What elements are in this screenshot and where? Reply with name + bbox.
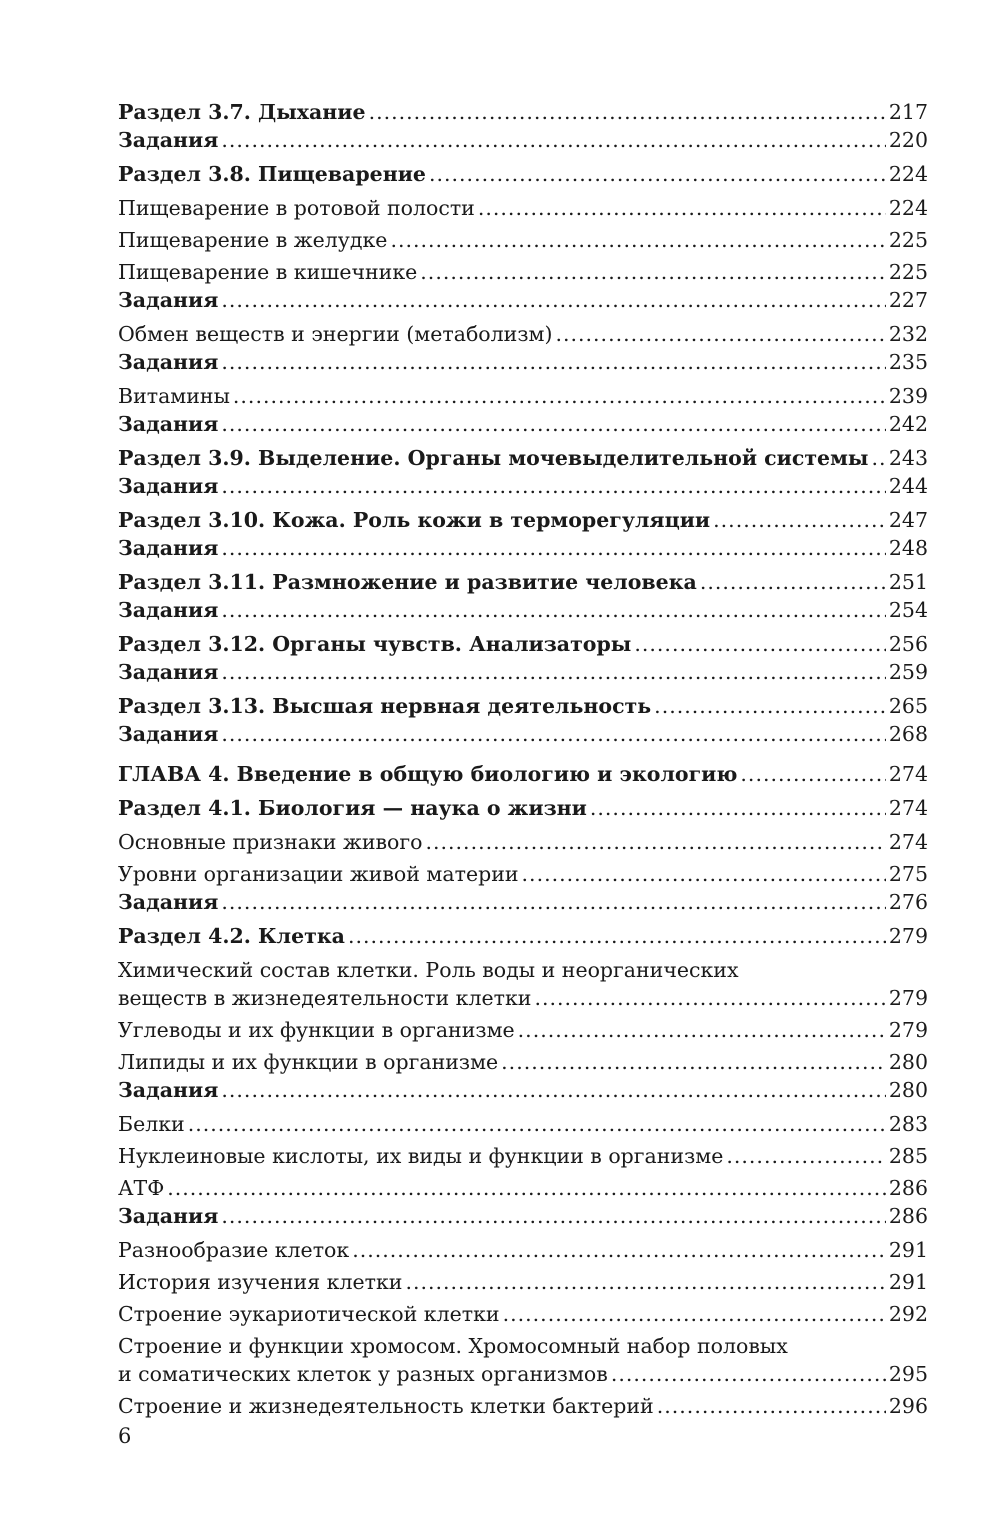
- toc-entry-page: 296: [888, 1394, 928, 1418]
- toc-entry-page: 275: [888, 862, 928, 886]
- toc-leader-dots: [429, 160, 886, 188]
- page-number: 6: [118, 1424, 132, 1448]
- toc-entry-title: ГЛАВА 4. Введение в общую биологию и экологию: [118, 762, 738, 786]
- toc-entry-title: Пищеварение в ротовой полости: [118, 196, 475, 220]
- toc-entry-page: 254: [888, 598, 928, 622]
- toc-entry-page: 295: [888, 1362, 928, 1386]
- toc-entry-page: 227: [888, 288, 928, 312]
- toc-entry-title: Строение эукариотической клетки: [118, 1302, 500, 1326]
- toc-entry-page: 283: [888, 1112, 928, 1136]
- toc-entry-title: Задания: [118, 1204, 219, 1228]
- toc-entry-title: Задания: [118, 412, 219, 436]
- toc-entry-title: Раздел 3.10. Кожа. Роль кожи в терморегуляции: [118, 508, 711, 532]
- toc-entry: [118, 534, 928, 562]
- toc-entry-page: 242: [888, 412, 928, 436]
- toc-leader-dots: [221, 472, 885, 500]
- toc-leader-dots: [221, 1202, 885, 1230]
- toc-leader-dots: [522, 860, 886, 888]
- toc-entry: [118, 1392, 928, 1420]
- toc-entry: [118, 444, 928, 472]
- toc-entry: [118, 1110, 928, 1138]
- toc-entry-title: Раздел 3.7. Дыхание: [118, 100, 366, 124]
- toc-entry-title: Уровни организации живой материи: [118, 862, 519, 886]
- toc-leader-dots: [420, 258, 886, 286]
- toc-leader-dots: [478, 194, 886, 222]
- toc-entry: [118, 1202, 928, 1230]
- toc-entry-page: 279: [888, 1018, 928, 1042]
- toc-entry-page: 274: [888, 796, 928, 820]
- toc-entry: [118, 1174, 928, 1202]
- toc-entry: [118, 506, 928, 534]
- toc-entry-page: 274: [888, 830, 928, 854]
- toc-entry-title: Раздел 4.1. Биология — наука о жизни: [118, 796, 587, 820]
- toc-entry-page: 224: [888, 196, 928, 220]
- toc-leader-dots: [726, 1142, 886, 1170]
- toc-entry-title: Задания: [118, 128, 219, 152]
- toc-entry-page: 265: [888, 694, 928, 718]
- toc-leader-dots: [233, 382, 886, 410]
- toc-entry-page: 224: [888, 162, 928, 186]
- toc-leader-dots: [348, 922, 886, 950]
- toc-entry-page: 279: [888, 986, 928, 1010]
- toc-entry: [118, 1142, 928, 1170]
- toc-entry-page: 239: [888, 384, 928, 408]
- toc-entry-line2: [118, 1360, 928, 1388]
- toc-entry: [118, 860, 928, 888]
- toc-leader-dots: [221, 126, 885, 154]
- toc-entry-title: Раздел 3.11. Размножение и развитие человека: [118, 570, 697, 594]
- toc-entry-page: 256: [888, 632, 928, 656]
- toc-entry-page: 225: [888, 260, 928, 284]
- toc-leader-dots: [534, 984, 885, 1012]
- toc-entry-title: Основные признаки живого: [118, 830, 423, 854]
- toc-leader-dots: [221, 658, 885, 686]
- toc-entry: [118, 596, 928, 624]
- toc-entry-title: Задания: [118, 660, 219, 684]
- toc-leader-dots: [590, 794, 886, 822]
- toc-entry-title: Задания: [118, 474, 219, 498]
- toc-leader-dots: [390, 226, 885, 254]
- toc-leader-dots: [221, 596, 885, 624]
- toc-leader-dots: [634, 630, 886, 658]
- toc-entry: [118, 382, 928, 410]
- toc-entry-title: Разнообразие клеток: [118, 1238, 350, 1262]
- toc-entry-title: Задания: [118, 288, 219, 312]
- toc-leader-dots: [221, 286, 885, 314]
- toc-entry: [118, 160, 928, 188]
- toc-entry-line2: [118, 984, 928, 1012]
- toc-entry-title-line1: Химический состав клетки. Роль воды и неорганических: [118, 958, 739, 982]
- toc-leader-dots: [221, 888, 885, 916]
- toc-entry-title: Раздел 3.8. Пищеварение: [118, 162, 426, 186]
- toc-leader-dots: [654, 692, 886, 720]
- toc-entry-title: Раздел 3.12. Органы чувств. Анализаторы: [118, 632, 632, 656]
- toc-entry: [118, 630, 928, 658]
- toc-leader-dots: [405, 1268, 885, 1296]
- toc-entry-title: Задания: [118, 890, 219, 914]
- toc-entry-title: Строение и жизнедеятельность клетки бактерий: [118, 1394, 654, 1418]
- toc-entry-title: Задания: [118, 598, 219, 622]
- table-of-contents: [118, 98, 928, 1420]
- toc-entry-page: 279: [888, 924, 928, 948]
- toc-leader-dots: [221, 720, 885, 748]
- toc-entry-title: Белки: [118, 1112, 185, 1136]
- toc-leader-dots: [221, 534, 885, 562]
- toc-entry-page: 276: [888, 890, 928, 914]
- toc-entry: [118, 1300, 928, 1328]
- toc-leader-dots: [221, 348, 885, 376]
- toc-entry: [118, 286, 928, 314]
- toc-entry-page: 220: [888, 128, 928, 152]
- toc-entry-page: 286: [888, 1176, 928, 1200]
- toc-entry: [118, 956, 928, 1012]
- toc-entry-page: 232: [888, 322, 928, 346]
- toc-entry: [118, 1268, 928, 1296]
- toc-leader-dots: [167, 1174, 886, 1202]
- toc-entry: [118, 348, 928, 376]
- toc-leader-dots: [352, 1236, 886, 1264]
- toc-leader-dots: [657, 1392, 886, 1420]
- toc-leader-dots: [611, 1360, 886, 1388]
- toc-entry-title: Витамины: [118, 384, 230, 408]
- toc-entry-title: Раздел 3.13. Высшая нервная деятельность: [118, 694, 652, 718]
- toc-entry: [118, 98, 928, 126]
- toc-entry-page: 259: [888, 660, 928, 684]
- toc-entry-page: 280: [888, 1050, 928, 1074]
- toc-entry-page: 280: [888, 1078, 928, 1102]
- toc-leader-dots: [503, 1300, 886, 1328]
- toc-entry-title-line2: веществ в жизнедеятельности клетки: [118, 986, 532, 1010]
- toc-entry-title-line1: Строение и функции хромосом. Хромосомный набор половых: [118, 1334, 788, 1358]
- toc-leader-dots: [425, 828, 885, 856]
- toc-entry: [118, 1076, 928, 1104]
- toc-entry-title: История изучения клетки: [118, 1270, 403, 1294]
- toc-entry-page: 285: [888, 1144, 928, 1168]
- toc-entry-title: Раздел 3.9. Выделение. Органы мочевыделительной системы: [118, 446, 869, 470]
- toc-entry-title: Углеводы и их функции в организме: [118, 1018, 515, 1042]
- toc-entry: [118, 692, 928, 720]
- toc-entry: [118, 320, 928, 348]
- toc-entry-page: 248: [888, 536, 928, 560]
- toc-entry-page: 268: [888, 722, 928, 746]
- toc-entry: [118, 828, 928, 856]
- toc-entry: [118, 922, 928, 950]
- toc-entry-title: Обмен веществ и энергии (метаболизм): [118, 322, 553, 346]
- toc-entry-title: Задания: [118, 1078, 219, 1102]
- toc-leader-dots: [221, 410, 885, 438]
- toc-entry: [118, 1048, 928, 1076]
- toc-entry: [118, 720, 928, 748]
- toc-leader-dots: [871, 444, 885, 472]
- toc-leader-dots: [369, 98, 886, 126]
- toc-entry: [118, 1332, 928, 1388]
- toc-leader-dots: [740, 760, 885, 788]
- toc-entry-page: 251: [888, 570, 928, 594]
- toc-entry-page: 286: [888, 1204, 928, 1228]
- toc-entry-page: 217: [888, 100, 928, 124]
- toc-entry: [118, 888, 928, 916]
- toc-entry-title: Задания: [118, 722, 219, 746]
- toc-entry: [118, 1016, 928, 1044]
- toc-leader-dots: [713, 506, 886, 534]
- toc-entry-title: Задания: [118, 350, 219, 374]
- toc-entry: [118, 226, 928, 254]
- toc-entry-title: Липиды и их функции в организме: [118, 1050, 499, 1074]
- toc-entry-page: 235: [888, 350, 928, 374]
- toc-entry-title-line2: и соматических клеток у разных организмов: [118, 1362, 608, 1386]
- toc-leader-dots: [221, 1076, 885, 1104]
- toc-entry: [118, 472, 928, 500]
- toc-entry: [118, 658, 928, 686]
- toc-entry: [118, 410, 928, 438]
- toc-entry-page: 247: [888, 508, 928, 532]
- toc-entry-title: АТФ: [118, 1176, 165, 1200]
- toc-entry-title: Пищеварение в кишечнике: [118, 260, 418, 284]
- toc-entry: [118, 258, 928, 286]
- toc-leader-dots: [188, 1110, 886, 1138]
- toc-leader-dots: [518, 1016, 886, 1044]
- toc-leader-dots: [555, 320, 885, 348]
- toc-entry: [118, 194, 928, 222]
- toc-leader-dots: [700, 568, 886, 596]
- toc-entry-page: 244: [888, 474, 928, 498]
- toc-entry-title: Задания: [118, 536, 219, 560]
- toc-entry: [118, 568, 928, 596]
- toc-entry-title: Нуклеиновые кислоты, их виды и функции в организме: [118, 1144, 724, 1168]
- toc-entry: [118, 794, 928, 822]
- toc-entry: [118, 1236, 928, 1264]
- toc-entry-page: 291: [888, 1238, 928, 1262]
- toc-entry-page: 292: [888, 1302, 928, 1326]
- toc-chapter-entry: [118, 760, 928, 788]
- toc-entry-page: 274: [888, 762, 928, 786]
- toc-entry-title: Раздел 4.2. Клетка: [118, 924, 345, 948]
- toc-entry-page: 225: [888, 228, 928, 252]
- toc-entry-page: 291: [888, 1270, 928, 1294]
- toc-entry-title: Пищеварение в желудке: [118, 228, 388, 252]
- toc-entry-page: 243: [888, 446, 928, 470]
- toc-leader-dots: [501, 1048, 886, 1076]
- toc-entry: [118, 126, 928, 154]
